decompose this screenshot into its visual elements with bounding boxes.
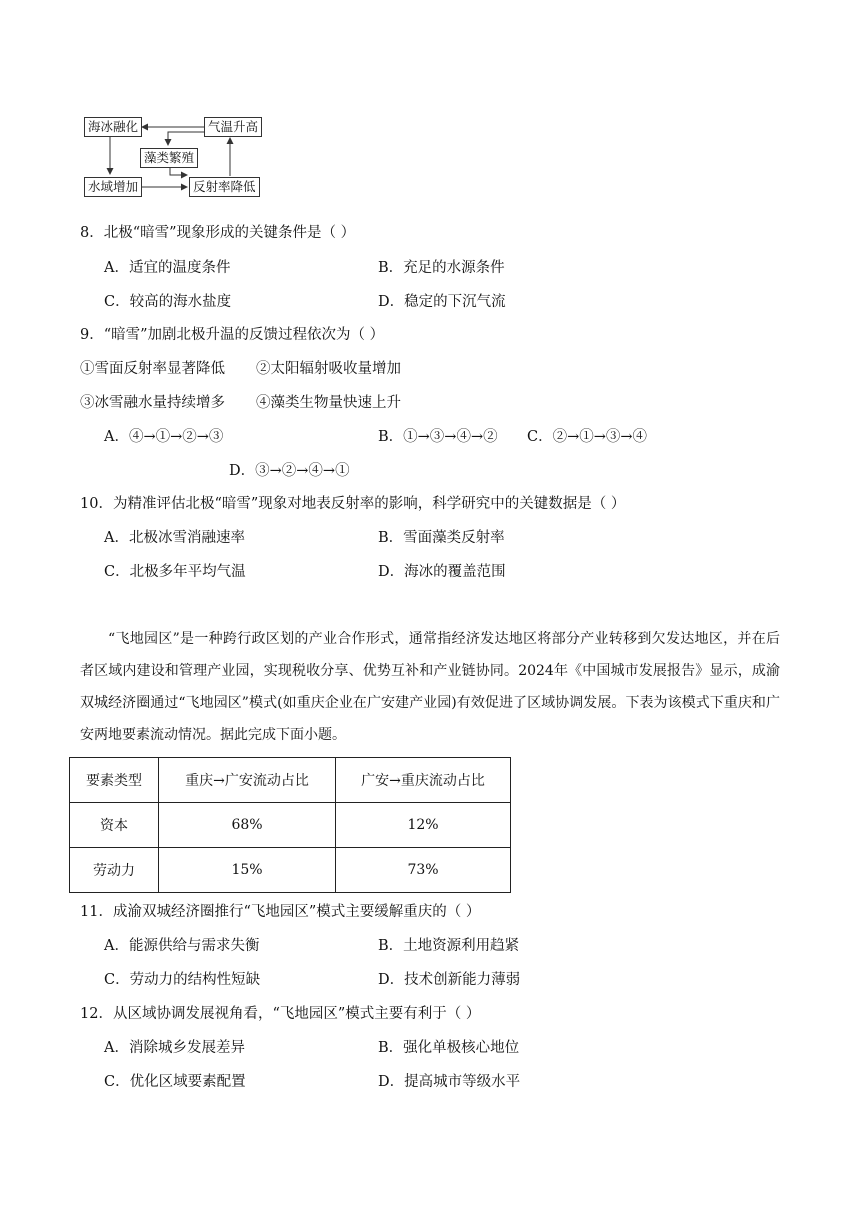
- q11-option-a: A．能源供给与需求失衡: [104, 938, 260, 954]
- q10-stem: 10．为精准评估北极“暗雪”现象对地表反射率的影响，科学研究中的关键数据是（ ）: [80, 496, 626, 512]
- table-header-cell: 要素类型: [70, 758, 159, 803]
- factor-flow-table: [69, 757, 511, 893]
- table-row: [70, 803, 511, 848]
- q9-option-b: B．①→③→④→②: [378, 429, 498, 445]
- box-algae: 藻类繁殖: [140, 148, 198, 168]
- table-cell: 15%: [159, 848, 336, 893]
- q12-option-b: B．强化单极核心地位: [378, 1040, 520, 1056]
- table-cell: 12%: [336, 803, 511, 848]
- table-cell: 劳动力: [70, 848, 159, 893]
- q10-option-b: B．雪面藻类反射率: [378, 530, 505, 546]
- passage-text: “飞地园区”是一种跨行政区划的产业合作形式，通常指经济发达地区将部分产业转移到欠发达地区，并在后者区域内建设和管理产业园，实现税收分享、优势互补和产业链协同。2024年《中国城市发展报告》显示，成渝双城经济圈通过“飞地园区”模式(如重庆企业在广安建产业园)有效促进了区域协调发展。下表为该模式下重庆和广安两地要素流动情况。据此完成下面小题。: [80, 631, 780, 743]
- q11-stem: 11．成渝双城经济圈推行“飞地园区”模式主要缓解重庆的（ ）: [80, 904, 481, 920]
- box-ice-melt: 海冰融化: [84, 117, 142, 137]
- q12-option-d: D．提高城市等级水平: [378, 1074, 521, 1090]
- table-header-cell: 广安→重庆流动占比: [336, 758, 511, 803]
- q9-option-c: C．②→①→③→④: [527, 429, 648, 445]
- q8-option-c: C．较高的海水盐度: [104, 294, 232, 310]
- q9-stem: 9．“暗雪”加剧北极升温的反馈过程依次为（ ）: [80, 327, 385, 343]
- table-header-row: [70, 758, 511, 803]
- feedback-flow-diagram: [80, 112, 280, 204]
- q10-option-c: C．北极多年平均气温: [104, 564, 246, 580]
- q10-option-d: D．海冰的覆盖范围: [378, 564, 506, 580]
- q12-option-c: C．优化区域要素配置: [104, 1074, 246, 1090]
- box-water-area: 水域增加: [84, 177, 142, 197]
- q9-option-a: A．④→①→②→③: [104, 429, 224, 445]
- q8-option-a: A．适宜的温度条件: [104, 260, 231, 276]
- table-cell: 资本: [70, 803, 159, 848]
- q8-option-b: B．充足的水源条件: [378, 260, 505, 276]
- q9-item-1: ①雪面反射率显著降低: [80, 361, 225, 377]
- table-cell: 73%: [336, 848, 511, 893]
- q10-option-a: A．北极冰雪消融速率: [104, 530, 245, 546]
- table-cell: 68%: [159, 803, 336, 848]
- q11-option-b: B．土地资源利用趋紧: [378, 938, 520, 954]
- q9-option-d: D．③→②→④→①: [229, 463, 350, 479]
- q12-stem: 12．从区域协调发展视角看，“飞地园区”模式主要有利于（ ）: [80, 1006, 481, 1022]
- table-row: [70, 848, 511, 893]
- q8-option-d: D．稳定的下沉气流: [378, 294, 506, 310]
- q11-option-d: D．技术创新能力薄弱: [378, 972, 521, 988]
- table-header-cell: 重庆→广安流动占比: [159, 758, 336, 803]
- q9-item-2: ②太阳辐射吸收量增加: [256, 361, 401, 377]
- box-temp-rise: 气温升高: [204, 117, 262, 137]
- q8-stem: 8．北极“暗雪”现象形成的关键条件是（ ）: [80, 225, 356, 241]
- q9-item-3: ③冰雪融水量持续增多: [80, 395, 225, 411]
- q12-option-a: A．消除城乡发展差异: [104, 1040, 245, 1056]
- box-reflectance: 反射率降低: [189, 177, 260, 197]
- q9-item-4: ④藻类生物量快速上升: [256, 395, 401, 411]
- q11-option-c: C．劳动力的结构性短缺: [104, 972, 261, 988]
